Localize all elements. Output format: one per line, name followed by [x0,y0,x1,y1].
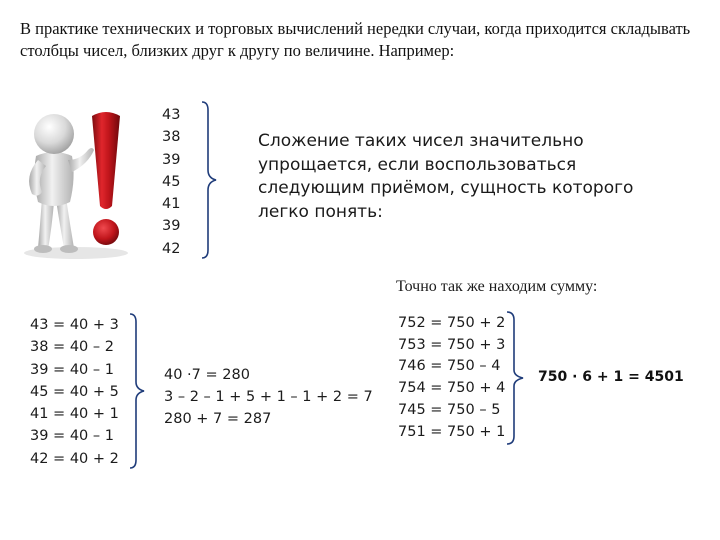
list-item: 38 = 40 – 2 [30,339,114,356]
list-item: 39 [162,151,181,168]
second-example-caption: Точно так же находим сумму: [396,278,598,295]
list-item: 745 = 750 – 5 [398,401,501,418]
list-item: 753 = 750 + 3 [398,336,506,353]
list-item: 45 = 40 + 5 [30,383,119,400]
calculation-line: 3 – 2 – 1 + 5 + 1 – 1 + 2 = 7 [164,389,373,405]
list-item: 42 [162,240,181,257]
list-item: 45 [162,173,181,190]
list-item: 754 = 750 + 4 [398,380,506,397]
list-item: 41 [162,196,181,213]
method-note: Сложение таких чисел значительно упрощается, если воспользоваться следующим приёмом, сущность которого легко понять: [258,131,634,222]
list-item: 746 = 750 – 4 [398,358,501,375]
first-number-column [162,104,180,260]
list-item: 39 = 40 – 1 [30,428,114,445]
intro-paragraph: В практике технических и торговых вычислений нередки случаи, когда приходится складывать столбцы чисел, близких друг к другу по величине. Например: [20,19,691,60]
curly-brace-icon [505,310,527,446]
curly-brace-icon [128,312,148,470]
list-item: 41 = 40 + 1 [30,406,119,423]
curly-brace-icon [200,100,220,260]
list-item: 752 = 750 + 2 [398,315,506,331]
second-decomposition-column [398,313,506,443]
calculation-line: 280 + 7 = 287 [164,411,272,427]
list-item: 751 = 750 + 1 [398,423,506,440]
list-item: 39 = 40 – 1 [30,361,114,378]
list-item: 38 [162,129,181,146]
calculation-block [164,364,373,430]
list-item: 39 [162,218,181,235]
second-sum-result: 750 · 6 + 1 = 4501 [538,369,684,385]
calculation-line: 40 ·7 = 280 [164,367,250,383]
list-item: 43 [162,107,181,123]
person-with-exclamation-illustration [14,98,144,263]
list-item: 43 = 40 + 3 [30,317,119,333]
decomposition-column [30,314,119,470]
list-item: 42 = 40 + 2 [30,450,119,467]
